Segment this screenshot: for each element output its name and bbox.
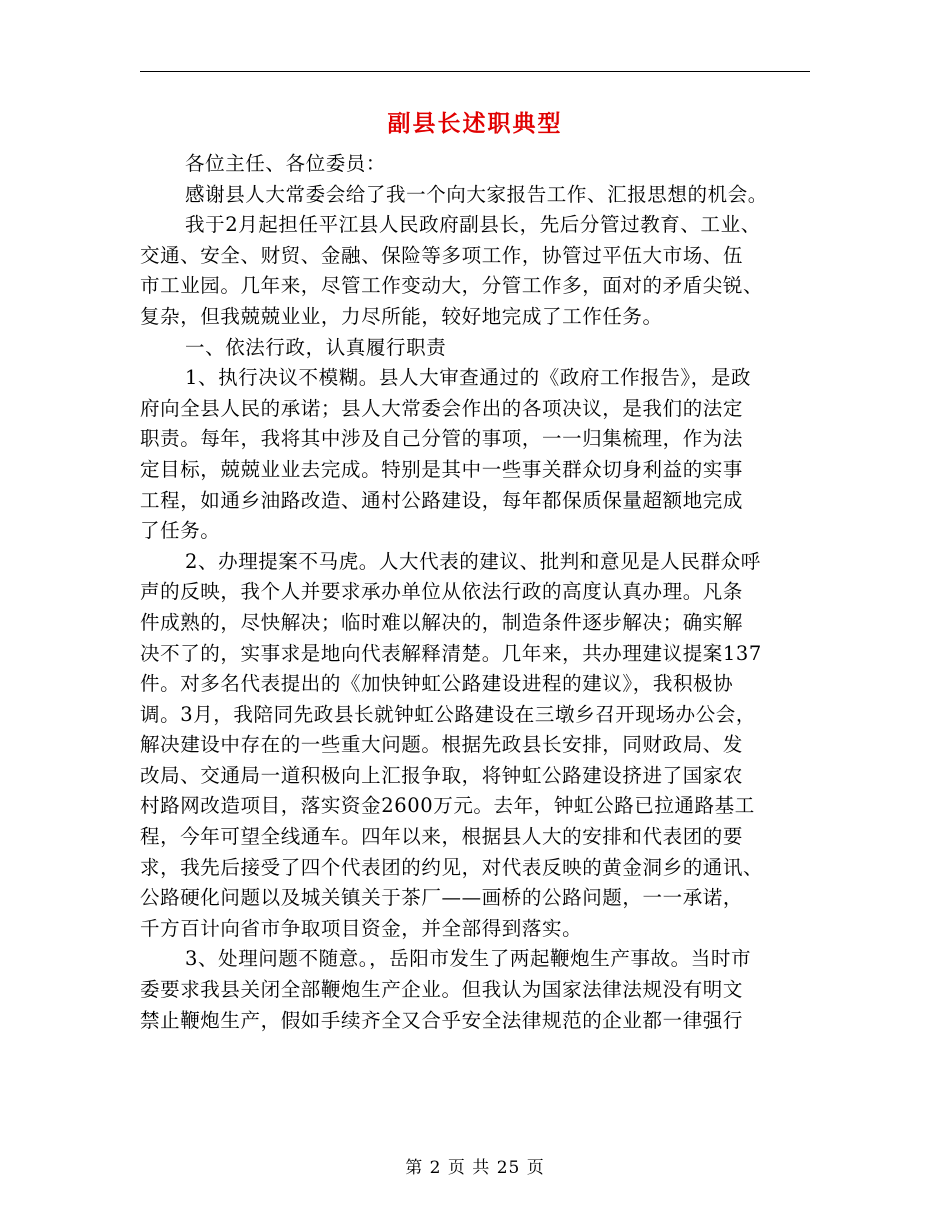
text-line: 千方百计向省市争取项目资金，并全部得到落实。: [140, 916, 583, 940]
text-line: 一、依法行政，认真履行职责: [185, 335, 447, 359]
text-line: 各位主任、各位委员：: [185, 152, 387, 175]
text-line: 复杂，但我兢兢业业，力尽所能，较好地完成了工作任务。: [140, 304, 663, 328]
text-line: 件成熟的，尽快解决；临时难以解决的，制造条件逐步解决；确实解: [140, 610, 744, 634]
text-line: 委要求我县关闭全部鞭炮生产企业。但我认为国家法律法规没有明文: [140, 978, 744, 1002]
text-line: 1、执行决议不模糊。县人大审查通过的《政府工作报告》，是政: [185, 366, 752, 390]
text-line: 村路网改造项目，落实资金2600万元。去年，钟虹公路已拉通路基工: [140, 794, 755, 818]
text-line: 调。3月，我陪同先政县长就钟虹公路建设在三墩乡召开现场办公会，: [140, 702, 757, 726]
document-body: [140, 149, 810, 1036]
text-line: 工程，如通乡油路改造、通村公路建设，每年都保质保量超额地完成: [140, 488, 744, 512]
text-line: 程，今年可望全线通车。四年以来，根据县人大的安排和代表团的要: [140, 825, 744, 849]
page-footer: 第 2 页 共 25 页: [405, 1158, 545, 1178]
text-line: 2、办理提案不马虎。人大代表的建议、批判和意见是人民群众呼: [185, 549, 761, 573]
text-line: 府向全县人民的承诺；县人大常委会作出的各项决议，是我们的法定: [140, 396, 744, 420]
text-line: 交通、安全、财贸、金融、保险等多项工作，协管过平伍大市场、伍: [140, 243, 744, 267]
text-line: 感谢县人大常委会给了我一个向大家报告工作、汇报思想的机会。: [185, 182, 768, 206]
text-line: 了任务。: [140, 519, 221, 543]
text-line: 改局、交通局一道积极向上汇报争取，将钟虹公路建设挤进了国家农: [140, 763, 744, 787]
text-line: 公路硬化问题以及城关镇关于茶厂——画桥的公路问题，一一承诺，: [140, 886, 744, 910]
header-rule: [140, 71, 810, 72]
text-line: 禁止鞭炮生产，假如手续齐全又合乎安全法律规范的企业都一律强行: [140, 1008, 744, 1032]
text-line: 定目标，兢兢业业去完成。特别是其中一些事关群众切身利益的实事: [140, 457, 744, 481]
text-line: 件。对多名代表提出的《加快钟虹公路建设进程的建议》，我积极协: [140, 672, 734, 696]
text-line: 市工业园。几年来，尽管工作变动大，分管工作多，面对的矛盾尖锐、: [140, 274, 764, 298]
text-line: 解决建设中存在的一些重大问题。根据先政县长安排，同财政局、发: [140, 733, 744, 757]
text-line: 3、处理问题不随意。，岳阳市发生了两起鞭炮生产事故。当时市: [185, 947, 752, 971]
text-line: 声的反映，我个人并要求承办单位从依法行政的高度认真办理。凡条: [140, 580, 744, 604]
text-line: 求，我先后接受了四个代表团的约见，对代表反映的黄金洞乡的通讯、: [140, 855, 764, 879]
text-line: 职责。每年，我将其中涉及自己分管的事项，一一归集梳理，作为法: [140, 427, 744, 451]
text-line: 我于2月起担任平江县人民政府副县长，先后分管过教育、工业、: [185, 213, 761, 237]
document-title: 副县长述职典型: [387, 110, 563, 137]
text-line: 决不了的，实事求是地向代表解释清楚。几年来，共办理建议提案137: [140, 641, 762, 665]
